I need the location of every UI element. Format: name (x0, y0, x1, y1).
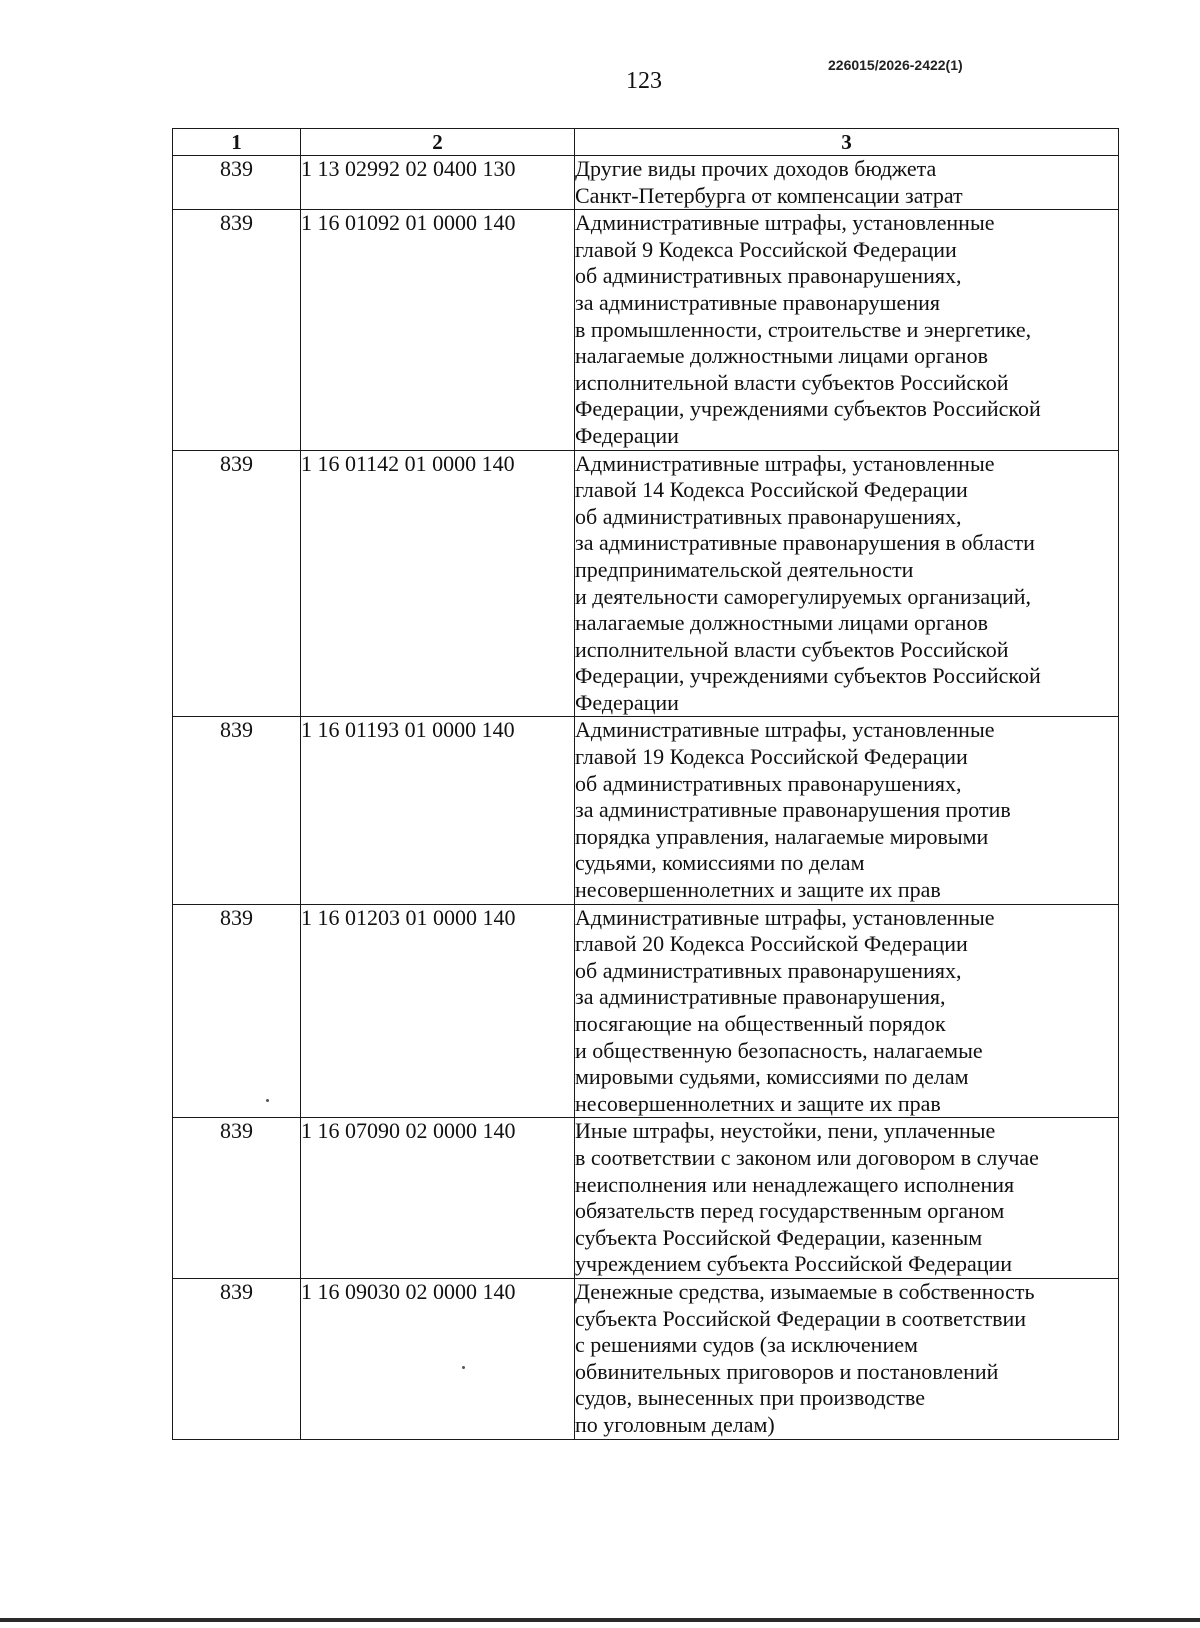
description-line: Санкт-Петербурга от компенсации затрат (575, 182, 963, 208)
description-line: главой 9 Кодекса Российской Федерации (575, 236, 957, 262)
budget-classification-code-cell: 1 16 01203 01 0000 140 (301, 904, 575, 1118)
income-description-cell (575, 1278, 1119, 1439)
description-line: Федерации, учреждениями субъектов Российской (575, 663, 1041, 689)
table-row (173, 717, 1119, 904)
description-line: об административных правонарушениях, (575, 957, 962, 983)
admin-code-cell: 839 (173, 904, 301, 1118)
admin-code-cell: 839 (173, 450, 301, 717)
description-line: за административные правонарушения против (575, 797, 1011, 823)
description-line: Административные штрафы, установленные (575, 450, 995, 476)
description-line: Федерации (575, 422, 679, 448)
description-line: в соответствии с законом или договором в случае (575, 1144, 1039, 1170)
income-description-cell (575, 156, 1119, 210)
description-line: за административные правонарушения, (575, 984, 946, 1010)
description-line: судов, вынесенных при производстве (575, 1385, 926, 1411)
description-line: налагаемые должностными лицами органов (575, 610, 988, 636)
budget-classification-code-cell: 1 16 09030 02 0000 140 (301, 1278, 575, 1439)
budget-classification-code-cell: 1 16 01193 01 0000 140 (301, 717, 575, 904)
admin-code-cell: 839 (173, 210, 301, 450)
description-line: с решениями судов (за исключением (575, 1332, 918, 1358)
description-line: неисполнения или ненадлежащего исполнения (575, 1171, 1015, 1197)
description-line: за административные правонарушения (575, 289, 940, 315)
description-line: мировыми судьями, комиссиями по делам (575, 1064, 969, 1090)
description-line: посягающие на общественный порядок (575, 1011, 946, 1036)
description-line: в промышленности, строительстве и энергетике, (575, 316, 1032, 342)
description-line: об административных правонарушениях, (575, 263, 962, 289)
table-row (173, 210, 1119, 450)
column-header-1: 1 (173, 129, 301, 156)
table-row (173, 1118, 1119, 1279)
income-description-cell (575, 210, 1119, 450)
description-line: главой 14 Кодекса Российской Федерации (575, 477, 968, 503)
income-description-cell (575, 450, 1119, 717)
scan-bottom-edge (0, 1618, 1200, 1622)
description-line: Другие виды прочих доходов бюджета (575, 156, 937, 181)
income-description-cell (575, 1118, 1119, 1279)
table-header-row (173, 129, 1119, 156)
description-line: предпринимательской деятельности (575, 556, 914, 582)
table-row (173, 904, 1119, 1118)
table-row (173, 156, 1119, 210)
income-description-cell (575, 717, 1119, 904)
description-line: Иные штрафы, неустойки, пени, уплаченные (575, 1118, 996, 1144)
description-line: обвинительных приговоров и постановлений (575, 1358, 999, 1384)
budget-codes-table (172, 128, 1119, 1440)
admin-code-cell: 839 (173, 1118, 301, 1279)
budget-classification-code-cell: 1 16 07090 02 0000 140 (301, 1118, 575, 1279)
description-line: главой 19 Кодекса Российской Федерации (575, 744, 968, 770)
description-line: Федерации (575, 689, 679, 715)
admin-code-cell: 839 (173, 156, 301, 210)
description-line: обязательств перед государственным органом (575, 1198, 1005, 1224)
column-header-3: 3 (575, 129, 1119, 156)
table-body (173, 156, 1119, 1440)
description-line: порядка управления, налагаемые мировыми (575, 823, 989, 849)
income-description-cell (575, 904, 1119, 1118)
description-line: по уголовным делам) (575, 1411, 775, 1437)
description-line: налагаемые должностными лицами органов (575, 343, 988, 369)
description-line: и деятельности саморегулируемых организаций, (575, 583, 1032, 609)
description-line: Административные штрафы, установленные (575, 904, 995, 930)
description-line: учреждением субъекта Российской Федерации (575, 1251, 1013, 1277)
scan-speck (462, 1366, 465, 1369)
table-row (173, 1278, 1119, 1439)
budget-classification-code-cell: 1 13 02992 02 0400 130 (301, 156, 575, 210)
scan-speck (266, 1099, 269, 1102)
description-line: об административных правонарушениях, (575, 770, 962, 796)
description-line: несовершеннолетних и защите их прав (575, 1090, 941, 1116)
description-line: исполнительной власти субъектов Российской (575, 636, 1009, 662)
description-line: исполнительной власти субъектов Российской (575, 369, 1009, 395)
description-line: Административные штрафы, установленные (575, 210, 995, 236)
document-registration-number: 226015/2026-2422(1) (828, 57, 963, 73)
description-line: Административные штрафы, установленные (575, 717, 995, 743)
budget-classification-code-cell: 1 16 01092 01 0000 140 (301, 210, 575, 450)
budget-classification-code-cell: 1 16 01142 01 0000 140 (301, 450, 575, 717)
admin-code-cell: 839 (173, 1278, 301, 1439)
description-line: за административные правонарушения в области (575, 530, 1035, 556)
description-line: и общественную безопасность, налагаемые (575, 1037, 983, 1063)
description-line: об административных правонарушениях, (575, 503, 962, 529)
description-line: главой 20 Кодекса Российской Федерации (575, 931, 968, 957)
page-number: 123 (626, 68, 662, 94)
column-header-2: 2 (301, 129, 575, 156)
description-line: судьями, комиссиями по делам (575, 850, 865, 876)
description-line: несовершеннолетних и защите их прав (575, 877, 941, 903)
description-line: субъекта Российской Федерации, казенным (575, 1224, 983, 1250)
table-row (173, 450, 1119, 717)
description-line: Денежные средства, изымаемые в собственность (575, 1278, 1035, 1304)
description-line: субъекта Российской Федерации в соответствии (575, 1305, 1027, 1331)
description-line: Федерации, учреждениями субъектов Российской (575, 396, 1041, 422)
admin-code-cell: 839 (173, 717, 301, 904)
